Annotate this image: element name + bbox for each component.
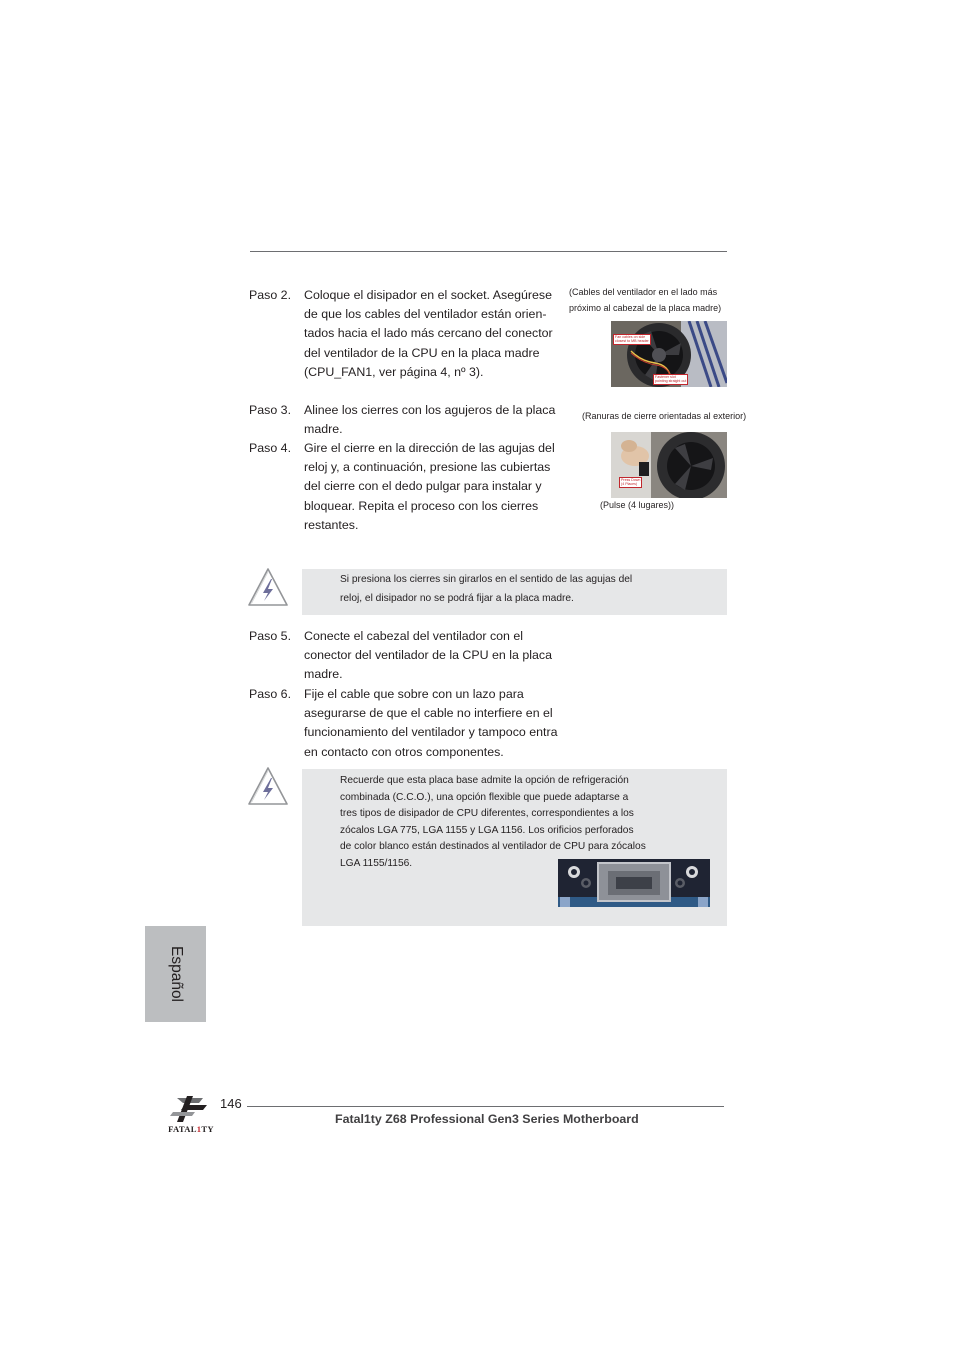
step-5-text: Conecte el cabezal del ventilador con el conector del ventilador de la CPU en la placa madre. <box>304 629 552 682</box>
note-1-text: Si presiona los cierres sin girarlos en el sentido de las agujas del reloj, el disipador no se podrá fijar a la placa madre. <box>340 574 633 604</box>
latch-photo-label: Press Down (4 Places) <box>621 478 641 487</box>
header-rule <box>250 251 727 252</box>
step-4-text: Gire el cierre en la dirección de las agujas del reloj y, a continuación, presione las cubiertas del cierre con el dedo pulgar para instalar y bloquear. Repita el proceso con los cierres restantes. <box>304 441 555 532</box>
fan-photo-label-top: Fan cables on side closest to MB header <box>615 335 649 344</box>
fatal1ty-logo-mark <box>163 1094 219 1124</box>
footer-rule <box>247 1106 724 1107</box>
footer-title: Fatal1ty Z68 Professional Gen3 Series Motherboard <box>335 1112 639 1126</box>
warning-triangle-icon <box>247 765 289 807</box>
caption-fan-cables: (Cables del ventilador en el lado más próximo al cabezal de la placa madre) <box>569 287 722 313</box>
cpu-socket-holes-photo <box>558 859 710 907</box>
step-2-text: Coloque el disipador en el socket. Asegúrese de que los cables del ventilador están orien- tados hacia el lado más cercano del conector del ventilador de la CPU en la placa madre (CPU_FAN1, ver página 4, nº 3). <box>304 288 553 379</box>
step-3-label: Paso 3. <box>249 403 292 417</box>
step-6-text: Fije el cable que sobre con un lazo para asegurarse de que el cable no interfiere en el funcionamiento del ventilador y tampoco entra en contacto con otros componentes. <box>304 687 558 759</box>
caption-press: (Pulse (4 lugares)) <box>600 500 675 510</box>
cpu-socket-holes-image <box>558 859 710 907</box>
step-4-label: Paso 4. <box>249 441 292 455</box>
step-2-label: Paso 2. <box>249 288 292 302</box>
caption-latch-slots: (Ranuras de cierre orientadas al exterior) <box>582 411 747 421</box>
latch-press-image <box>611 432 727 498</box>
step-5-label: Paso 5. <box>249 629 292 643</box>
latch-press-photo <box>611 432 727 498</box>
note-2-text: Recuerde que esta placa base admite la opción de refrigeración combinada (C.C.O.), una opción flexible que puede adaptarse a tres tipos de disipador de CPU diferentes, correspondientes a los zócalos LGA 775, LGA 1155 y LGA 1156. Los orificios perforados de color blanco están destinados al ventilador de CPU para zócalos LGA 1155/1156. <box>340 775 646 869</box>
page-number: 146 <box>220 1096 242 1111</box>
language-tab <box>145 926 206 1022</box>
heatsink-fan-photo <box>611 321 727 387</box>
warning-triangle-icon <box>247 566 289 608</box>
fatal1ty-logo-icon: FATAL1TY <box>163 1094 219 1136</box>
language-tab-label: Español <box>167 945 185 1003</box>
step-6-label: Paso 6. <box>249 687 292 701</box>
fan-photo-label-bottom: Fastener slot pointing straight out <box>655 375 687 384</box>
step-3-text: Alinee los cierres con los agujeros de la placa madre. <box>304 403 556 437</box>
